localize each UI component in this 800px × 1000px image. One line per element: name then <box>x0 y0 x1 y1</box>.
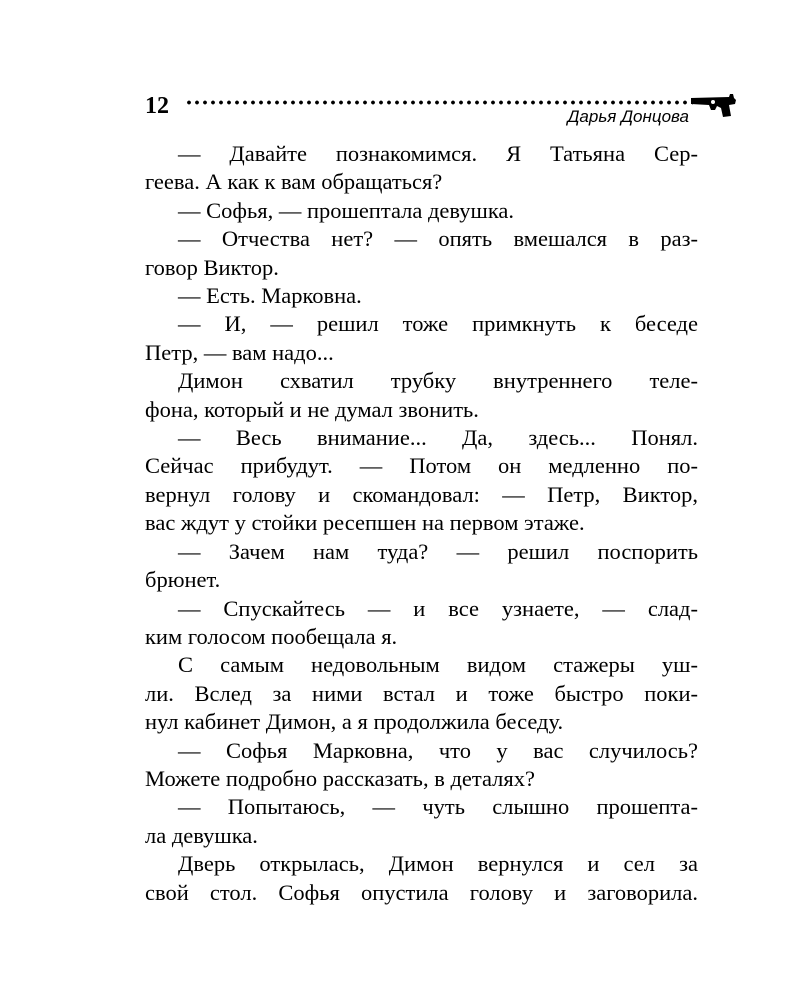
text-line: Петр, — вам надо... <box>145 339 334 365</box>
text-line: Дверь открылась, Димон вернулся и сел за <box>178 851 698 877</box>
running-header <box>145 92 737 132</box>
text-line: — И, — решил тоже примкнуть к беседе <box>178 311 698 337</box>
text-line: — Попытаюсь, — чуть слышно прошепта- <box>178 794 698 820</box>
text-line: геева. А как к вам обращаться? <box>145 169 443 195</box>
text-line: — Давайте познакомимся. Я Татьяна Сер- <box>178 141 698 166</box>
text-line: — Софья, — прошептала девушка. <box>178 197 515 223</box>
text-line: ким голосом пообещала я. <box>145 623 398 649</box>
text-line: свой стол. Софья опустила голову и заговорила. <box>145 879 698 905</box>
text-line: нул кабинет Димон, а я продолжила беседу. <box>145 709 564 735</box>
text-line: Сейчас прибудут. — Потом он медленно по- <box>145 453 698 479</box>
author-name: Дарья Донцова <box>567 107 689 126</box>
text-line: брюнет. <box>145 567 221 593</box>
text-line: фона, который и не думал звонить. <box>145 396 479 422</box>
text-line: — Есть. Марковна. <box>178 283 362 309</box>
text-line: — Софья Марковна, что у вас случилось? <box>178 737 698 763</box>
text-line: вас ждут у стойки ресепшен на первом этаже. <box>145 510 585 536</box>
text-line: Можете подробно рассказать, в деталях? <box>145 765 535 791</box>
text-line: С самым недовольным видом стажеры уш- <box>178 652 698 678</box>
text-line: — Спускайтесь — и все узнаете, — слад- <box>178 595 698 621</box>
body-text <box>145 140 698 907</box>
text-line: — Отчества нет? — опять вмешался в раз- <box>178 226 698 252</box>
text-line: — Зачем нам туда? — решил поспорить <box>178 538 698 564</box>
text-line: вернул голову и скомандовал: — Петр, Виктор, <box>145 481 698 507</box>
page-number: 12 <box>145 93 169 119</box>
dotted-rule <box>185 100 693 105</box>
revolver-icon <box>689 92 739 122</box>
text-line: ла девушка. <box>145 822 258 848</box>
text-line: ли. Вслед за ними встал и тоже быстро поки- <box>145 680 698 706</box>
text-line: Димон схватил трубку внутреннего теле- <box>178 368 698 394</box>
text-line: — Весь внимание... Да, здесь... Понял. <box>178 425 698 451</box>
text-line: говор Виктор. <box>145 254 279 280</box>
